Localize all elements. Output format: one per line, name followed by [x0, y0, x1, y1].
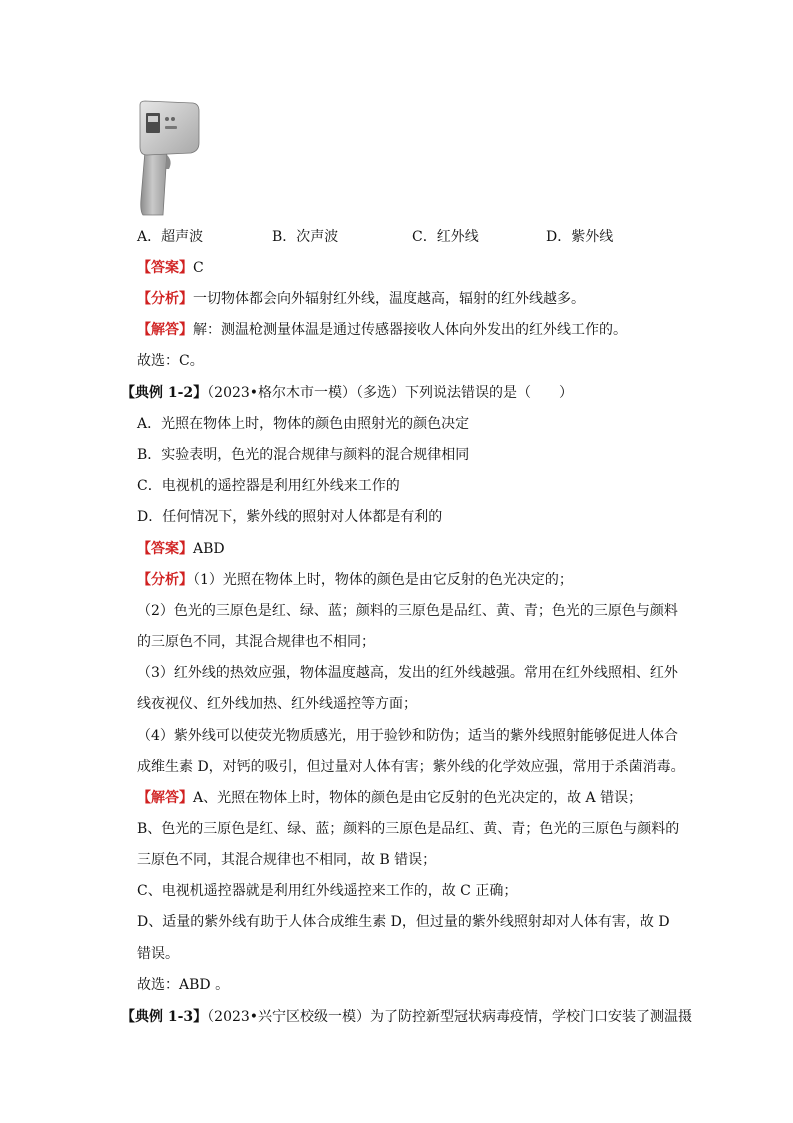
q2-analysis-line-2: （2）色光的三原色是红、绿、蓝；颜料的三原色是品红、黄、青；色光的三原色与颜料	[137, 603, 678, 619]
q2-stem	[121, 383, 573, 403]
q3-label: 【典例 1-3】	[121, 1009, 208, 1025]
q2-analysis-line-5: 线夜视仪、红外线加热、红外线遥控等方面；	[137, 696, 417, 712]
answer-label: 【答案】	[137, 260, 193, 276]
option-d: D．紫外线	[546, 229, 614, 245]
analysis-label: 【分析】	[137, 572, 193, 588]
q2-option-d: D．任何情况下，紫外线的照射对人体都是有利的	[137, 509, 443, 525]
q1-solution	[137, 320, 627, 340]
q2-solution-line-2: B、色光的三原色是红、绿、蓝；颜料的三原色是品红、黄、青；色光的三原色与颜料的	[137, 821, 680, 837]
solution-label: 【解答】	[137, 790, 193, 806]
solution-text: A、光照在物体上时，物体的颜色是由它反射的色光决定的，故 A 错误；	[193, 790, 643, 806]
q2-stem-text: （2023•格尔木市一模）（多选）下列说法错误的是（ ）	[207, 385, 574, 401]
q2-answer	[137, 539, 225, 559]
answer-value: C	[193, 260, 204, 276]
q1-answer	[137, 258, 204, 278]
infrared-thermometer-image	[137, 99, 201, 217]
q1-analysis	[137, 289, 585, 309]
answer-label: 【答案】	[137, 541, 193, 557]
q2-solution-line-5: D、适量的紫外线有助于人体合成维生素 D，但过量的紫外线照射却对人体有害，故 D	[137, 914, 670, 930]
option-b: B．次声波	[272, 229, 339, 245]
q2-option-a: A．光照在物体上时，物体的颜色由照射光的颜色决定	[137, 416, 470, 432]
solution-label: 【解答】	[137, 322, 193, 338]
q1-choose: 故选：C。	[137, 353, 204, 369]
solution-text: 解：测温枪测量体温是通过传感器接收人体向外发出的红外线工作的。	[193, 322, 627, 338]
q3-stem-text: （2023•兴宁区校级一模）为了防控新型冠状病毒疫情，学校门口安装了测温摄	[207, 1009, 693, 1025]
q3-stem	[121, 1007, 692, 1027]
q2-option-b: B．实验表明，色光的混合规律与颜料的混合规律相同	[137, 447, 470, 463]
analysis-text: 一切物体都会向外辐射红外线，温度越高，辐射的红外线越多。	[193, 291, 585, 307]
q2-label: 【典例 1-2】	[121, 385, 208, 401]
answer-value: ABD	[193, 541, 225, 557]
option-c: C．红外线	[412, 229, 479, 245]
q2-analysis-line-7: 成维生素 D，对钙的吸引，但过量对人体有害；紫外线的化学效应强，常用于杀菌消毒。	[137, 759, 685, 775]
q2-solution-line-4: C、电视机遥控器就是利用红外线遥控来工作的，故 C 正确；	[137, 883, 518, 899]
q2-solution-line-1	[137, 788, 642, 808]
q2-option-c: C．电视机的遥控器是利用红外线来工作的	[137, 478, 400, 494]
analysis-text: （1）光照在物体上时，物体的颜色是由它反射的色光决定的；	[193, 572, 573, 588]
q2-solution-line-3: 三原色不同，其混合规律也不相同，故 B 错误；	[137, 852, 437, 868]
q2-analysis-line-1	[137, 570, 573, 590]
analysis-label: 【分析】	[137, 291, 193, 307]
option-a: A．超声波	[137, 229, 204, 245]
q2-analysis-line-3: 的三原色不同，其混合规律也不相同；	[137, 634, 375, 650]
q2-choose: 故选：ABD 。	[137, 977, 230, 993]
q2-solution-line-6: 错误。	[137, 946, 179, 962]
q2-analysis-line-6: （4）紫外线可以使荧光物质感光，用于验钞和防伪；适当的紫外线照射能够促进人体合	[137, 728, 678, 744]
q2-analysis-line-4: （3）红外线的热效应强，物体温度越高，发出的红外线越强。常用在红外线照相、红外	[137, 665, 678, 681]
